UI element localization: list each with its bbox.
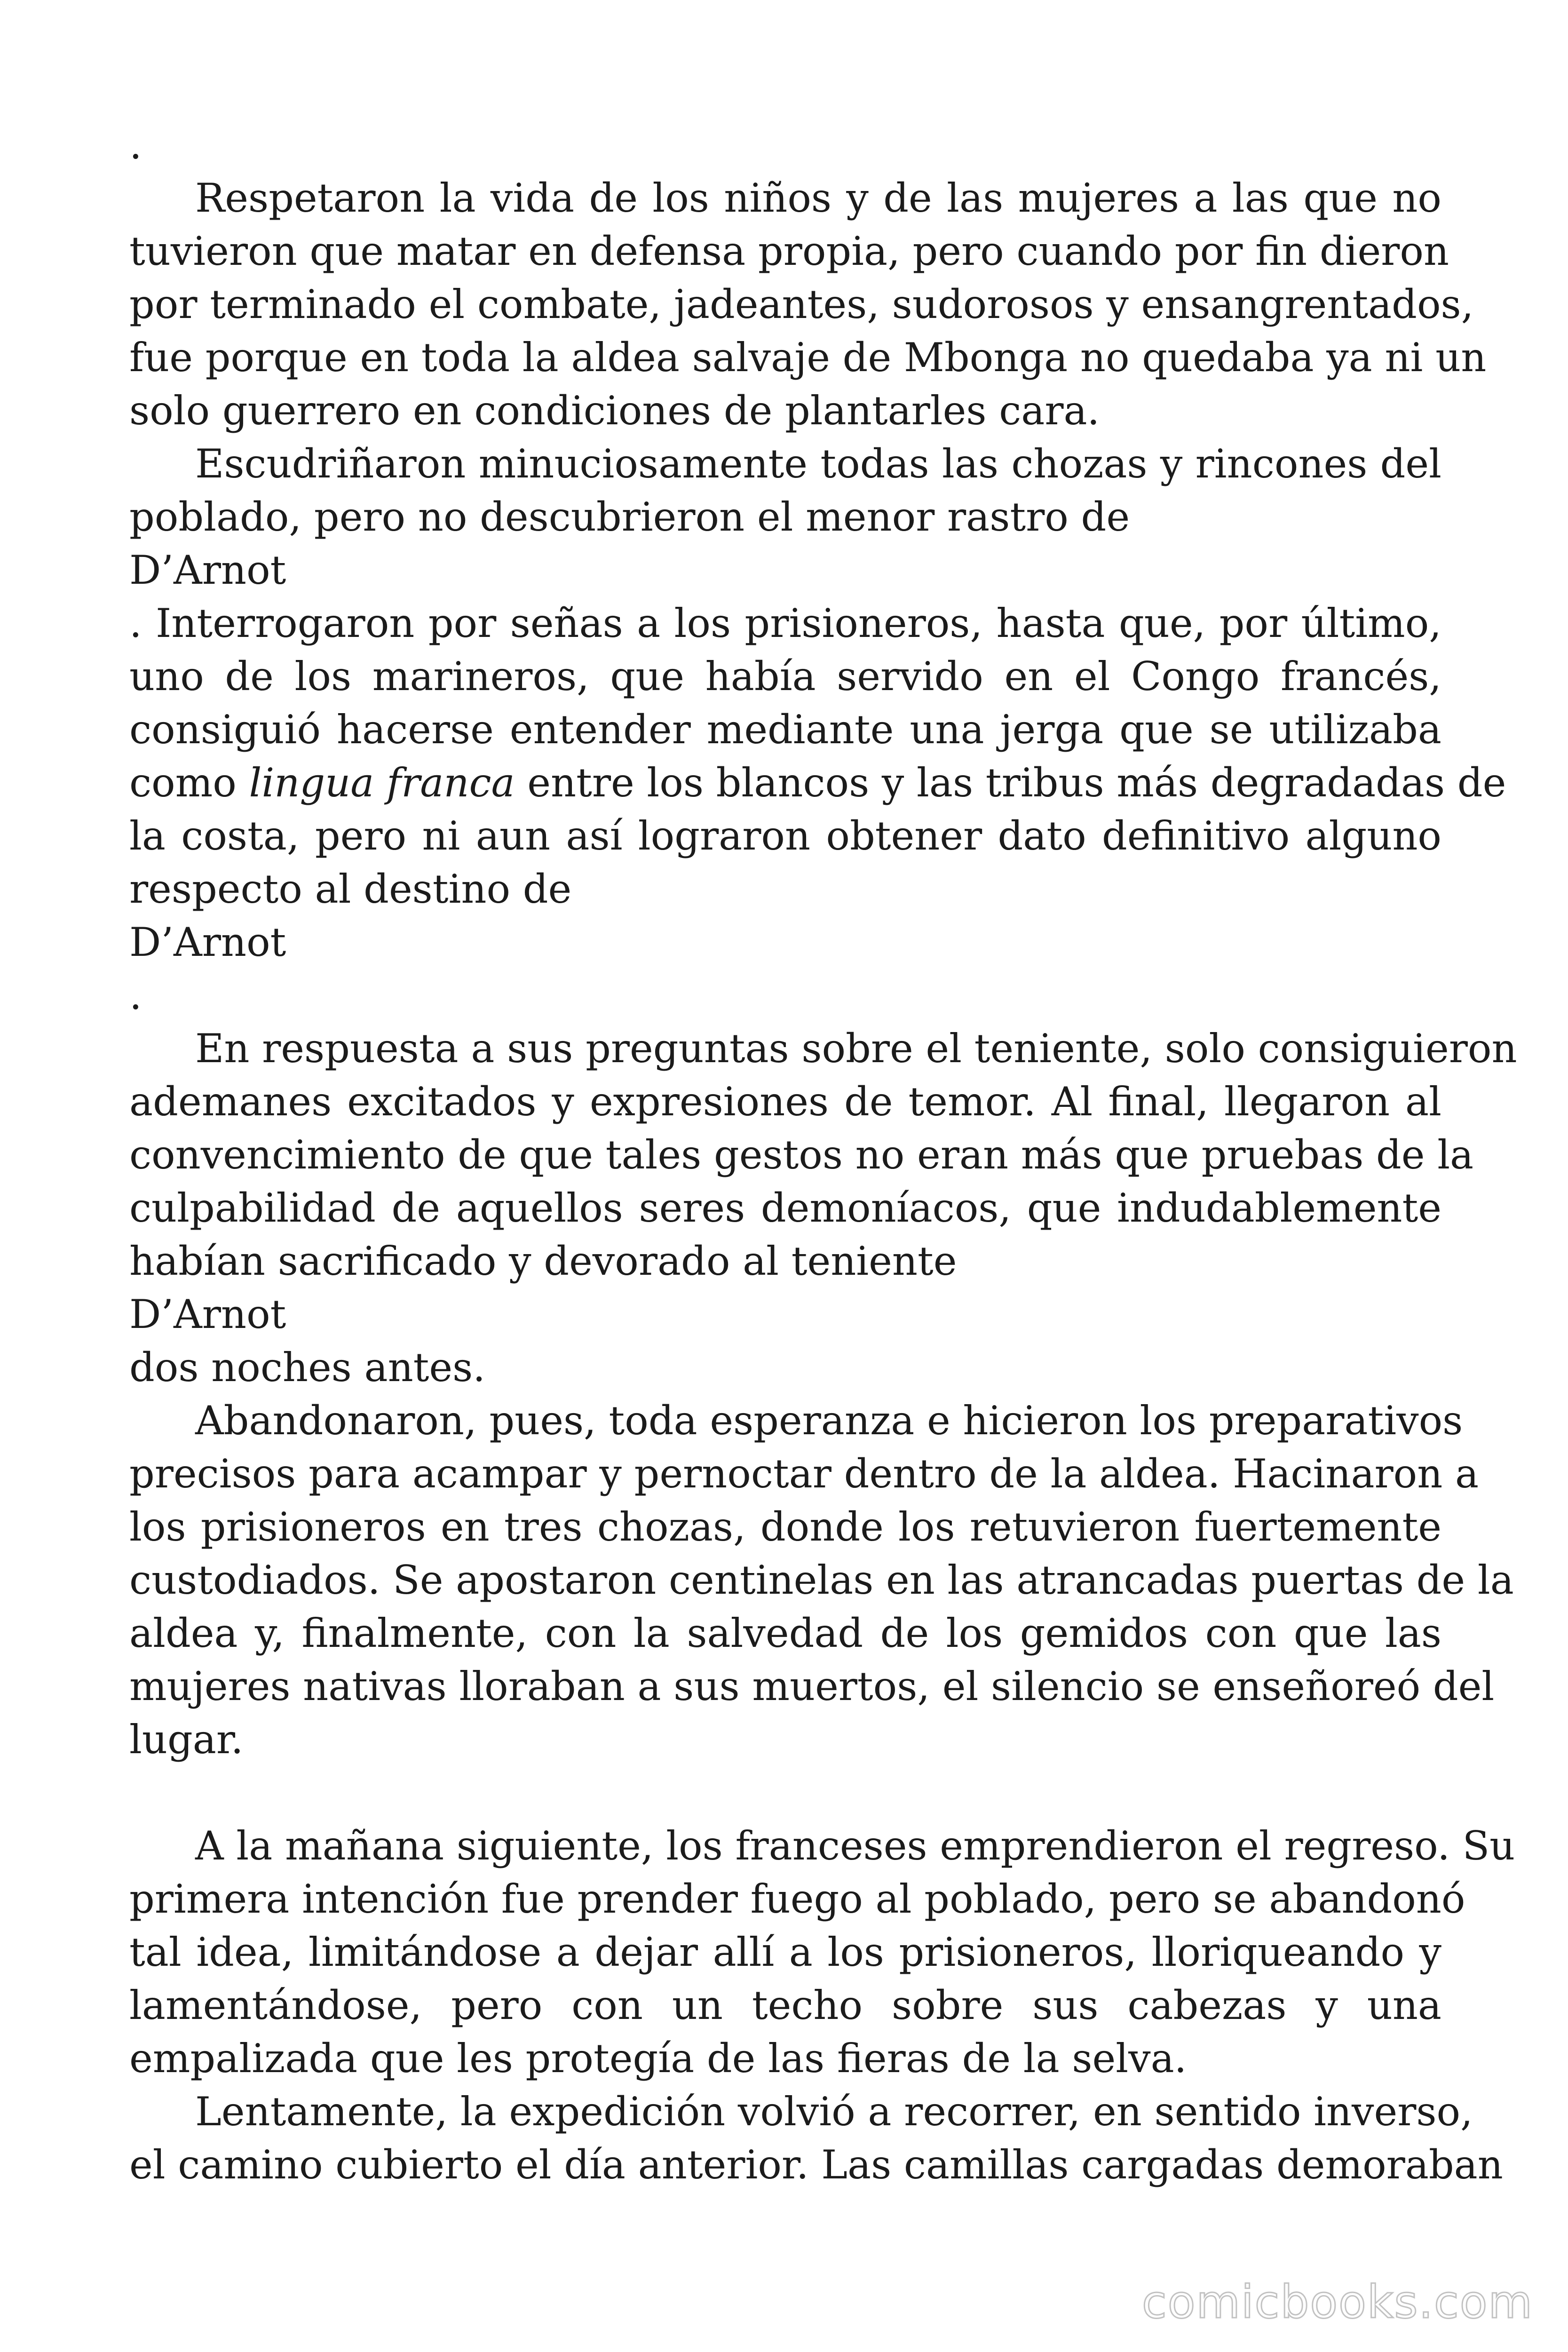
text-line: los prisioneros en tres chozas, donde los retuvieron fuertemente [129, 1504, 1441, 1550]
text-line: D’Arnot [129, 547, 286, 593]
paragraph [129, 119, 1441, 172]
paragraph [129, 969, 1441, 1022]
text-line: primera intención fue prender fuego al poblado, pero se abandonó [129, 1876, 1465, 1922]
paragraph [129, 1022, 1517, 1288]
text-line: empalizada que les protegía de las fieras de la selva. [129, 2035, 1187, 2082]
text-line: custodiados. Se apostaron centinelas en las atrancadas puertas de la [129, 1557, 1514, 1603]
text-line: lamentándose, pero con un techo sobre sus cabezas y una [129, 1982, 1441, 2028]
text-line: habían sacrificado y devorado al teniente [129, 1238, 957, 1284]
paragraph [129, 1288, 1441, 1341]
blank-line [129, 1766, 1441, 1820]
paragraph [129, 1394, 1514, 1766]
paragraph [129, 597, 1506, 916]
text-line: ademanes excitados y expresiones de temor. Al final, llegaron al [129, 1079, 1441, 1125]
text-line: culpabilidad de aquellos seres demoníacos, que indudablemente [129, 1185, 1441, 1231]
text-line: A la mañana siguiente, los franceses emprendieron el regreso. Su [195, 1823, 1515, 1869]
text-line: fue porque en toda la aldea salvaje de Mbonga no quedaba ya ni un [129, 334, 1487, 381]
text-line: aldea y, finalmente, con la salvedad de los gemidos con que las [129, 1610, 1441, 1656]
text-line: Respetaron la vida de los niños y de las mujeres a las que no [195, 175, 1441, 221]
paragraph [129, 1341, 1441, 1394]
text-line: lugar. [129, 1716, 244, 1763]
text-line: uno de los marineros, que había servido en el Congo francés, [129, 653, 1441, 699]
paragraph [129, 916, 1441, 969]
text-line: tal idea, limitándose a dejar allí a los prisioneros, lloriqueando y [129, 1929, 1441, 1975]
text-line: Lentamente, la expedición volvió a recorrer, en sentido inverso, [195, 2089, 1473, 2135]
text-line: D’Arnot [129, 919, 286, 965]
italic-phrase: lingua franca [249, 760, 515, 806]
text-line: convencimiento de que tales gestos no eran más que pruebas de la [129, 1132, 1474, 1178]
text-line: solo guerrero en condiciones de plantarles cara. [129, 388, 1100, 434]
text-line: consiguió hacerse entender mediante una jerga que se utilizaba [129, 707, 1441, 753]
book-page-text [129, 119, 1517, 2192]
text-line: la costa, pero ni aun así lograron obtener dato definitivo alguno [129, 813, 1441, 859]
text-line: el camino cubierto el día anterior. Las camillas cargadas demoraban [129, 2142, 1503, 2188]
text-line: como lingua franca entre los blancos y las tribus más degradadas de [129, 760, 1506, 806]
text-line: por terminado el combate, jadeantes, sudorosos y ensangrentados, [129, 281, 1474, 327]
paragraph [129, 544, 1441, 597]
text-line: . Interrogaron por señas a los prisioneros, hasta que, por último, [129, 600, 1441, 646]
text-line: respecto al destino de [129, 866, 572, 912]
text-line: . [129, 972, 142, 1018]
text-line: Escudriñaron minuciosamente todas las chozas y rincones del [195, 441, 1441, 487]
text-line: poblado, pero no descubrieron el menor rastro de [129, 494, 1130, 540]
text-line: dos noches antes. [129, 1344, 485, 1391]
watermark: comicbooks.com [1141, 2276, 1533, 2328]
paragraph [129, 172, 1487, 437]
text-line: Abandonaron, pues, toda esperanza e hicieron los preparativos [195, 1398, 1463, 1444]
text-line: mujeres nativas lloraban a sus muertos, el silencio se enseñoreó del [129, 1663, 1495, 1709]
paragraph [129, 2085, 1503, 2192]
text-line: . [129, 122, 142, 168]
text-line: En respuesta a sus preguntas sobre el teniente, solo consiguieron [195, 1025, 1517, 1072]
paragraph [129, 1820, 1515, 2085]
paragraph [129, 437, 1441, 544]
text-line: tuvieron que matar en defensa propia, pero cuando por fin dieron [129, 228, 1449, 274]
text-line: D’Arnot [129, 1291, 286, 1337]
text-line: precisos para acampar y pernoctar dentro de la aldea. Hacinaron a [129, 1451, 1479, 1497]
